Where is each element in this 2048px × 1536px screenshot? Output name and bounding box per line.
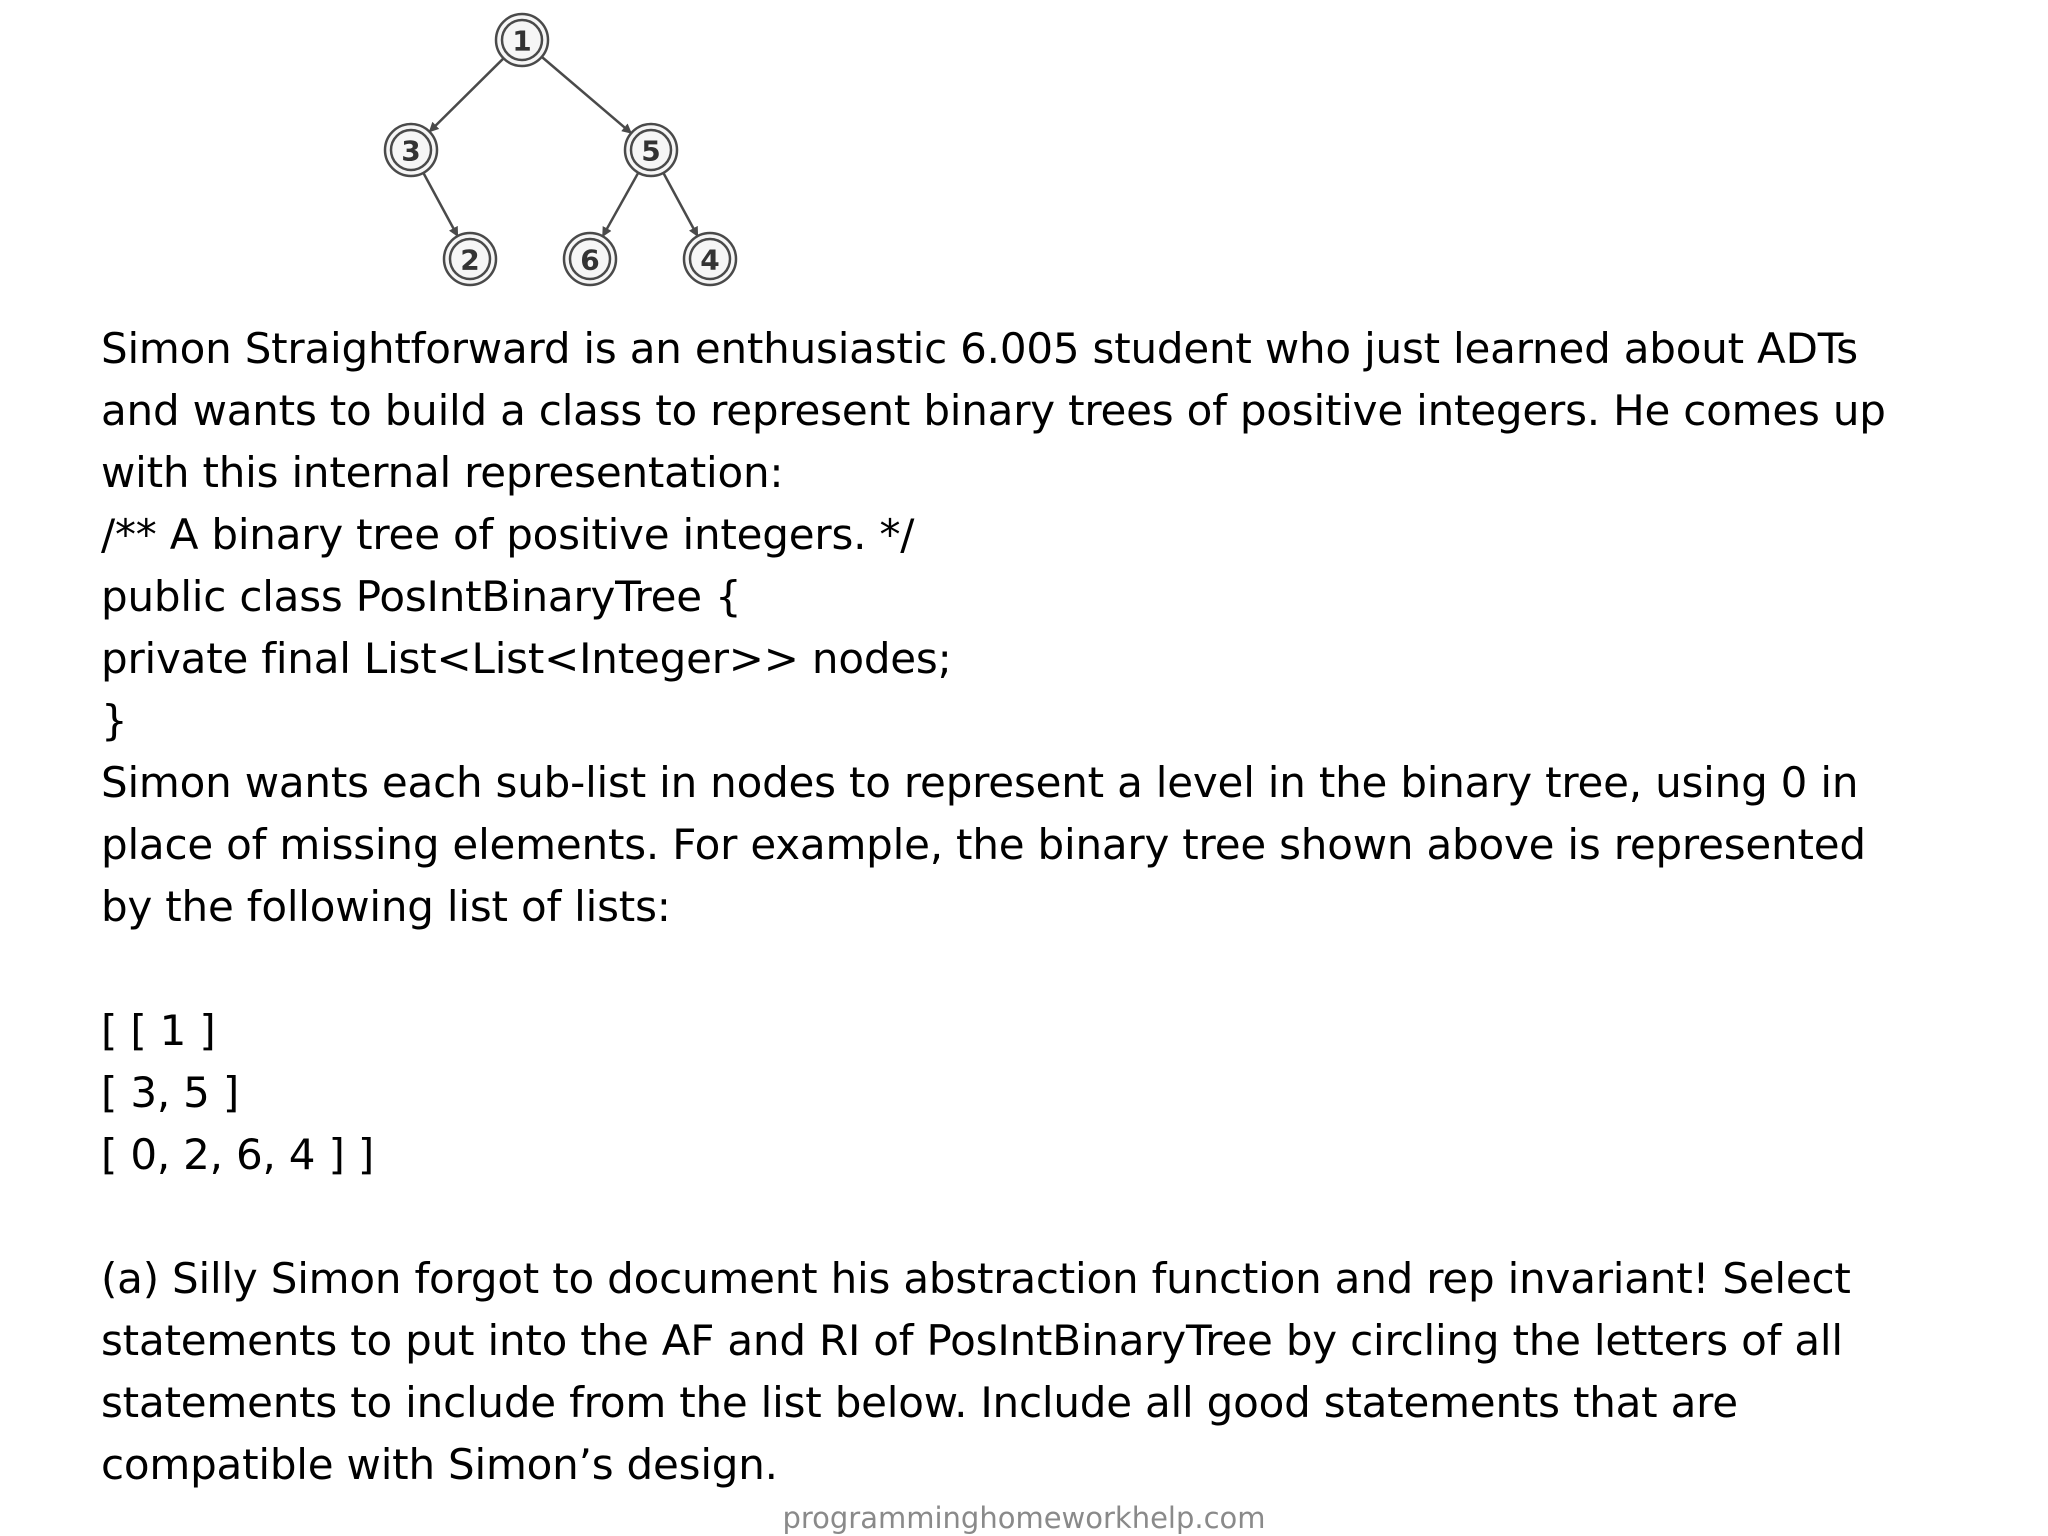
tree-edge-1-5 xyxy=(542,57,631,133)
text-line: } xyxy=(101,696,128,745)
tree-node-label: 5 xyxy=(641,134,661,168)
tree-node-2 xyxy=(444,233,496,285)
text-line: (a) Silly Simon forgot to document his abstraction function and rep invariant! Select xyxy=(101,1254,1851,1303)
text-line: compatible with Simon’s design. xyxy=(101,1440,778,1489)
text-line: statements to put into the AF and RI of PosIntBinaryTree by circling the letters of all xyxy=(101,1316,1843,1365)
text-line: /** A binary tree of positive integers. */ xyxy=(101,510,915,559)
tree-node-1 xyxy=(496,14,548,66)
document-body xyxy=(101,318,1981,1496)
tree-node-label: 3 xyxy=(401,134,421,168)
tree-node-label: 2 xyxy=(460,243,480,277)
text-line: Simon Straightforward is an enthusiastic 6.005 student who just learned about ADTs xyxy=(101,324,1858,373)
text-line: place of missing elements. For example, the binary tree shown above is represented xyxy=(101,820,1866,869)
blank-line xyxy=(101,938,1981,1000)
text-line: with this internal representation: xyxy=(101,448,784,497)
text-line: by the following list of lists: xyxy=(101,882,671,931)
tree-node-6 xyxy=(564,233,616,285)
text-line: and wants to build a class to represent binary trees of positive integers. He comes up xyxy=(101,386,1886,435)
text-line: public class PosIntBinaryTree { xyxy=(101,572,742,621)
tree-node-label: 6 xyxy=(580,243,600,277)
text-line: [ 3, 5 ] xyxy=(101,1068,240,1117)
tree-edge-3-2 xyxy=(423,173,457,235)
tree-edge-1-3 xyxy=(430,58,503,131)
binary-tree-diagram xyxy=(360,0,760,300)
tree-edge-5-6 xyxy=(603,173,638,236)
text-line: [ [ 1 ] xyxy=(101,1006,216,1055)
tree-edge-5-4 xyxy=(663,173,697,235)
tree-node-label: 1 xyxy=(512,24,532,58)
text-line: [ 0, 2, 6, 4 ] ] xyxy=(101,1130,374,1179)
tree-node-3 xyxy=(385,124,437,176)
footer-watermark: programminghomeworkhelp.com xyxy=(782,1501,1266,1535)
tree-node-label: 4 xyxy=(700,243,720,277)
tree-node-5 xyxy=(625,124,677,176)
tree-node-4 xyxy=(684,233,736,285)
text-line: Simon wants each sub-list in nodes to represent a level in the binary tree, using 0 in xyxy=(101,758,1859,807)
blank-line xyxy=(101,1186,1981,1248)
text-line: statements to include from the list below. Include all good statements that are xyxy=(101,1378,1738,1427)
text-line: private final List<List<Integer>> nodes; xyxy=(101,634,952,683)
